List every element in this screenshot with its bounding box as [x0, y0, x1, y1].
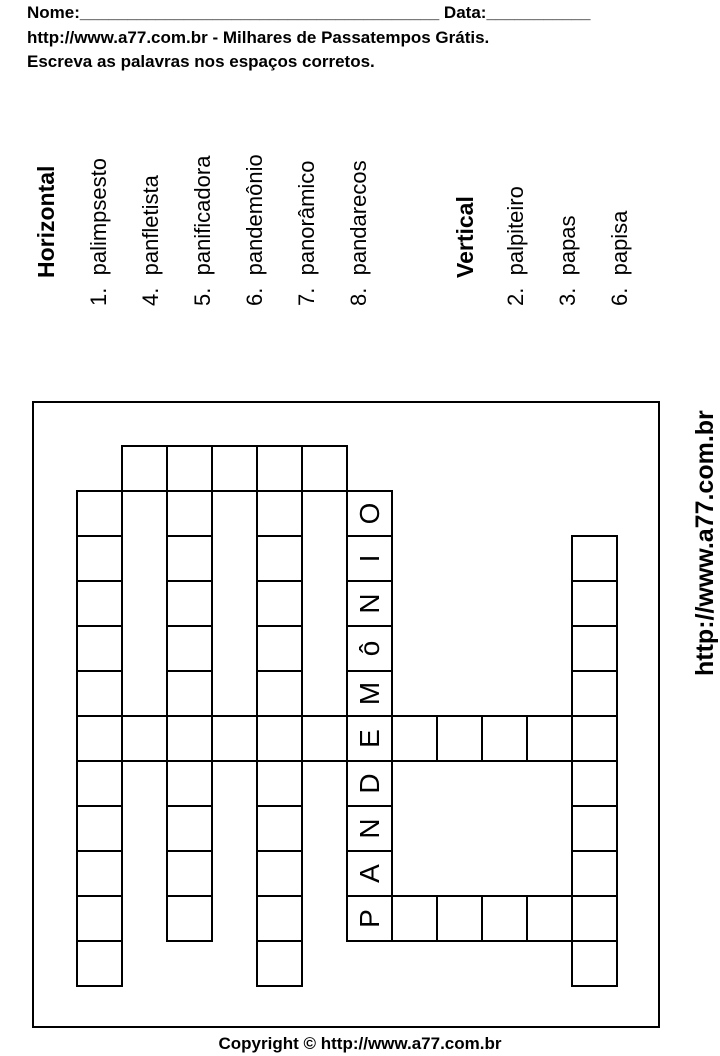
horizontal-word-7: 7. panorâmico [294, 160, 319, 306]
vertical-word-6: 6. papisa [607, 210, 632, 306]
grid-cell[interactable] [77, 851, 122, 896]
grid-cell[interactable] [122, 446, 167, 491]
grid-cell[interactable] [167, 761, 212, 806]
grid-letter: ô [354, 640, 385, 657]
grid-cell[interactable] [437, 716, 482, 761]
grid-cell[interactable] [167, 536, 212, 581]
grid-cell[interactable] [572, 941, 617, 986]
grid-cell[interactable] [527, 716, 572, 761]
grid-cell[interactable] [572, 581, 617, 626]
grid-cell[interactable] [482, 716, 527, 761]
grid-cell[interactable] [257, 716, 302, 761]
grid-cell[interactable] [257, 536, 302, 581]
vertical-word-3: 3. papas [555, 215, 580, 306]
header-site-line: http://www.a77.com.br - Milhares de Passatempos Grátis. [27, 28, 490, 47]
grid-cell[interactable] [392, 716, 437, 761]
grid-cell[interactable] [257, 671, 302, 716]
vertical-word-2: 2. palpiteiro [503, 186, 528, 306]
grid-cell[interactable] [572, 716, 617, 761]
grid-letter: D [354, 773, 385, 794]
copyright: Copyright © http://www.a77.com.br [218, 1034, 502, 1053]
grid-cell[interactable] [77, 761, 122, 806]
grid-cell[interactable] [257, 806, 302, 851]
grid-cell[interactable] [212, 446, 257, 491]
grid-cell[interactable] [257, 446, 302, 491]
horizontal-word-4: 4. panfletista [138, 175, 163, 306]
grid-letter: A [354, 864, 385, 883]
grid-cell[interactable] [77, 941, 122, 986]
grid-letter: P [354, 909, 385, 928]
name-label: Nome: [27, 3, 80, 22]
grid-cell[interactable] [527, 896, 572, 941]
grid-cell[interactable] [167, 626, 212, 671]
grid-cell[interactable] [572, 761, 617, 806]
grid-cell[interactable] [572, 896, 617, 941]
horizontal-word-8: 8. pandarecos [346, 160, 371, 306]
grid-cell[interactable] [482, 896, 527, 941]
grid-cell[interactable] [302, 446, 347, 491]
grid-letter: I [354, 554, 385, 563]
grid-cell[interactable] [572, 626, 617, 671]
grid-cell[interactable] [572, 671, 617, 716]
date-blank[interactable]: ___________ [486, 3, 591, 22]
grid-cell[interactable] [167, 716, 212, 761]
date-label: Data: [443, 3, 487, 22]
horizontal-word-6: 6. pandemônio [242, 154, 267, 306]
grid-cell[interactable] [167, 896, 212, 941]
grid-cell[interactable] [77, 806, 122, 851]
grid-letter: E [354, 729, 385, 748]
grid-cell[interactable] [392, 896, 437, 941]
grid-cell[interactable] [77, 536, 122, 581]
horizontal-title: Horizontal [33, 165, 59, 278]
grid-cell[interactable] [257, 626, 302, 671]
grid-cell[interactable] [167, 851, 212, 896]
grid-letter: N [354, 593, 385, 614]
grid-cell[interactable] [77, 581, 122, 626]
grid-cell[interactable] [257, 491, 302, 536]
grid-cell[interactable] [257, 851, 302, 896]
grid-cell[interactable] [167, 581, 212, 626]
header-instruction: Escreva as palavras nos espaços corretos. [27, 52, 375, 71]
grid-cell[interactable] [212, 716, 257, 761]
horizontal-word-1: 1. palimpsesto [86, 158, 111, 306]
grid-cell[interactable] [257, 581, 302, 626]
grid-cell[interactable] [122, 716, 167, 761]
grid-cell[interactable] [77, 716, 122, 761]
grid-cell[interactable] [167, 446, 212, 491]
grid-letter: O [354, 502, 385, 525]
grid-cell[interactable] [572, 536, 617, 581]
grid-cell[interactable] [77, 671, 122, 716]
grid-cell[interactable] [437, 896, 482, 941]
vertical-title: Vertical [452, 196, 478, 278]
grid-letter: N [354, 818, 385, 839]
grid-cell[interactable] [572, 806, 617, 851]
grid-cell[interactable] [257, 941, 302, 986]
grid-cell[interactable] [257, 896, 302, 941]
name-blank[interactable]: ______________________________________ [79, 3, 440, 22]
grid-cell[interactable] [167, 491, 212, 536]
grid-cell[interactable] [167, 806, 212, 851]
grid-cell[interactable] [77, 896, 122, 941]
grid-cell[interactable] [77, 491, 122, 536]
grid-cell[interactable] [167, 671, 212, 716]
grid-letter: M [354, 681, 385, 706]
grid-cell[interactable] [257, 761, 302, 806]
grid-cell[interactable] [77, 626, 122, 671]
grid-cell[interactable] [302, 716, 347, 761]
side-url: http://www.a77.com.br [691, 410, 719, 676]
horizontal-word-5: 5. panificadora [190, 155, 215, 306]
grid-cell[interactable] [572, 851, 617, 896]
